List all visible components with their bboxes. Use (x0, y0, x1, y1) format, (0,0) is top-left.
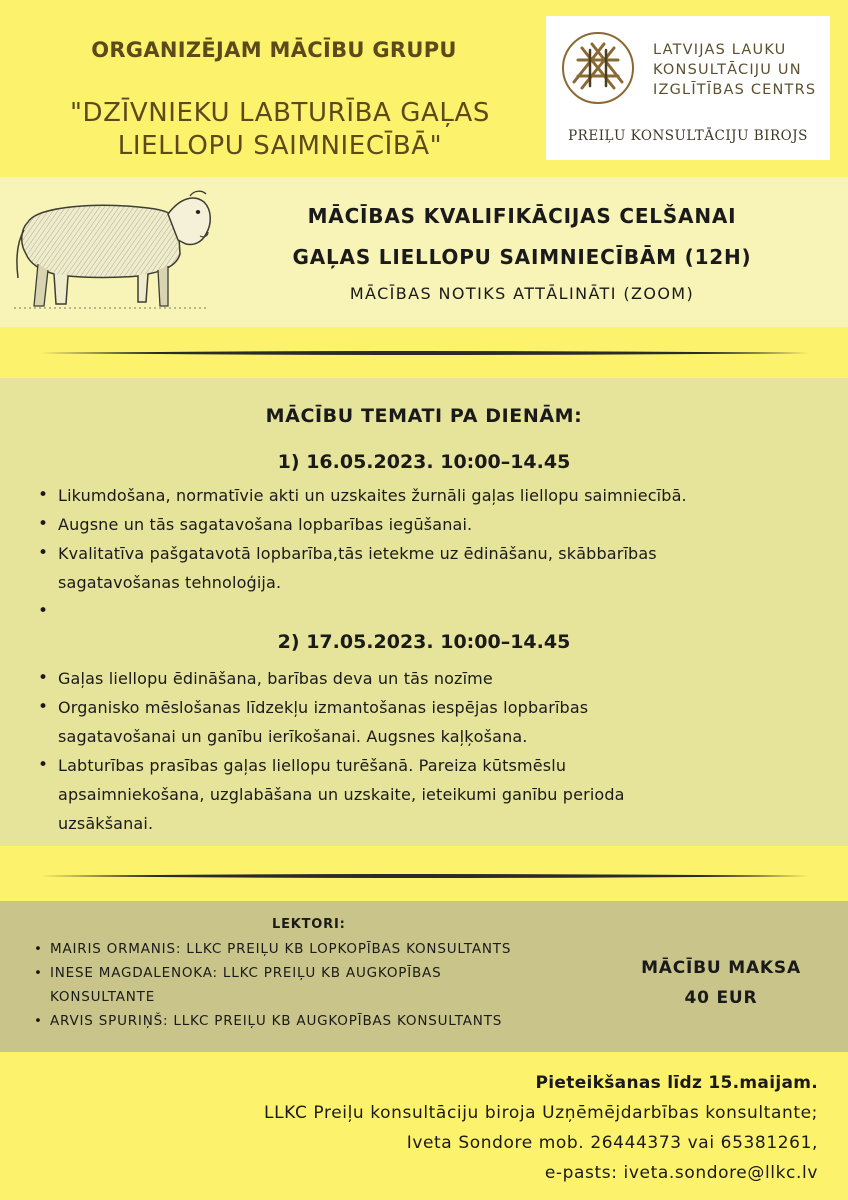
divider-line (40, 873, 808, 879)
lecturer-item: • ARVIS SPURIŅŠ: LLKC PREIĻU KB AUGKOPĪBAS KONSULTANTS (34, 1009, 614, 1033)
list-item-continuation (36, 780, 836, 809)
day1-heading: 1) 16.05.2023. 10:00–14.45 (277, 451, 571, 473)
lecturer-item-continuation (34, 985, 614, 1009)
price-label: MĀCĪBU MAKSA (641, 958, 801, 978)
contact-line2: Iveta Sondore mob. 26444373 vai 65381261, (406, 1133, 818, 1153)
day1-list (36, 481, 836, 597)
price-block (606, 953, 836, 1013)
llkc-logo (546, 16, 830, 160)
list-item-text: apsaimniekošana, uzglabāšana un uzskaite, ieteikumi ganību perioda (58, 785, 625, 804)
list-item-text: sagatavošanas tehnoloģija. (58, 573, 282, 592)
divider-line (40, 350, 808, 356)
lecturer-item-text: KONSULTANTE (50, 989, 156, 1005)
registration-deadline: Pieteikšanas līdz 15.maijam. (535, 1073, 818, 1093)
lecturers-heading: LEKTORI: (272, 917, 346, 932)
contact-line1: LLKC Preiļu konsultāciju biroja Uzņēmējdarbības konsultante; (264, 1103, 818, 1123)
list-item: • Organisko mēslošanas līdzekļu izmantošanas iespējas lopbarības (36, 693, 836, 722)
logo-line2: KONSULTĀCIJU UN (653, 62, 802, 78)
topics-heading: MĀCĪBU TEMATI PA DIENĀM: (265, 405, 583, 427)
list-item: • Augsne un tās sagatavošana lopbarības iegūšanai. (36, 510, 836, 539)
organizer-line: ORGANIZĒJAM MĀCĪBU GRUPU (91, 38, 457, 62)
list-item: • Likumdošana, normatīvie akti un uzskaites žurnāli gaļas liellopu saimniecībā. (36, 481, 836, 510)
list-item: • Gaļas liellopu ēdināšana, barības deva un tās nozīme (36, 664, 836, 693)
course-title-line1: "DZĪVNIEKU LABTURĪBA GAĻAS (70, 98, 490, 128)
contact-footer (0, 1068, 818, 1188)
lecturers-band (0, 901, 848, 1052)
lecturer-item: • MAIRIS ORMANIS: LLKC PREIĻU KB LOPKOPĪBAS KONSULTANTS (34, 937, 614, 961)
list-item-continuation (36, 809, 836, 838)
list-item: • Labturības prasības gaļas liellopu turēšanā. Pareiza kūtsmēslu (36, 751, 836, 780)
list-item-continuation (36, 568, 836, 597)
price-value: 40 EUR (684, 988, 758, 1008)
lecturers-list (34, 937, 614, 1033)
logo-line3: IZGLĪTĪBAS CENTRS (653, 82, 817, 98)
llkc-lattice-icon (560, 30, 636, 106)
contact-email: e-pasts: iveta.sondore@llkc.lv (544, 1163, 818, 1183)
intro-band (0, 177, 848, 327)
course-title (0, 97, 560, 163)
lecturer-item: • INESE MAGDALENOKA: LLKC PREIĻU KB AUGKOPĪBAS (34, 961, 614, 985)
intro-line2: GAĻAS LIELLOPU SAIMNIECĪBĀM (12H) (292, 245, 752, 269)
topics-band (0, 378, 848, 846)
list-item: • Kvalitatīva pašgatavotā lopbarība,tās ietekme uz ēdināšanu, skābbarības (36, 539, 836, 568)
logo-subtitle: PREIĻU KONSULTĀCIJU BIROJS (568, 128, 808, 144)
list-item-continuation (36, 722, 836, 751)
list-item-text: uzsākšanai. (58, 814, 154, 833)
list-item-text: sagatavošanai un ganību ierīkošanai. Augsnes kaļķošana. (58, 727, 528, 746)
intro-line1: MĀCĪBAS KVALIFIKĀCIJAS CELŠANAI (307, 204, 737, 228)
logo-line1: LATVIJAS LAUKU (653, 42, 787, 58)
intro-line3: MĀCĪBAS NOTIKS ATTĀLINĀTI (ZOOM) (349, 284, 695, 303)
course-title-line2: LIELLOPU SAIMNIECĪBĀ" (117, 131, 443, 161)
cow-illustration (8, 184, 216, 312)
day2-list (36, 664, 836, 838)
day2-heading: 2) 17.05.2023. 10:00–14.45 (277, 631, 571, 653)
logo-wordmark (653, 40, 816, 100)
